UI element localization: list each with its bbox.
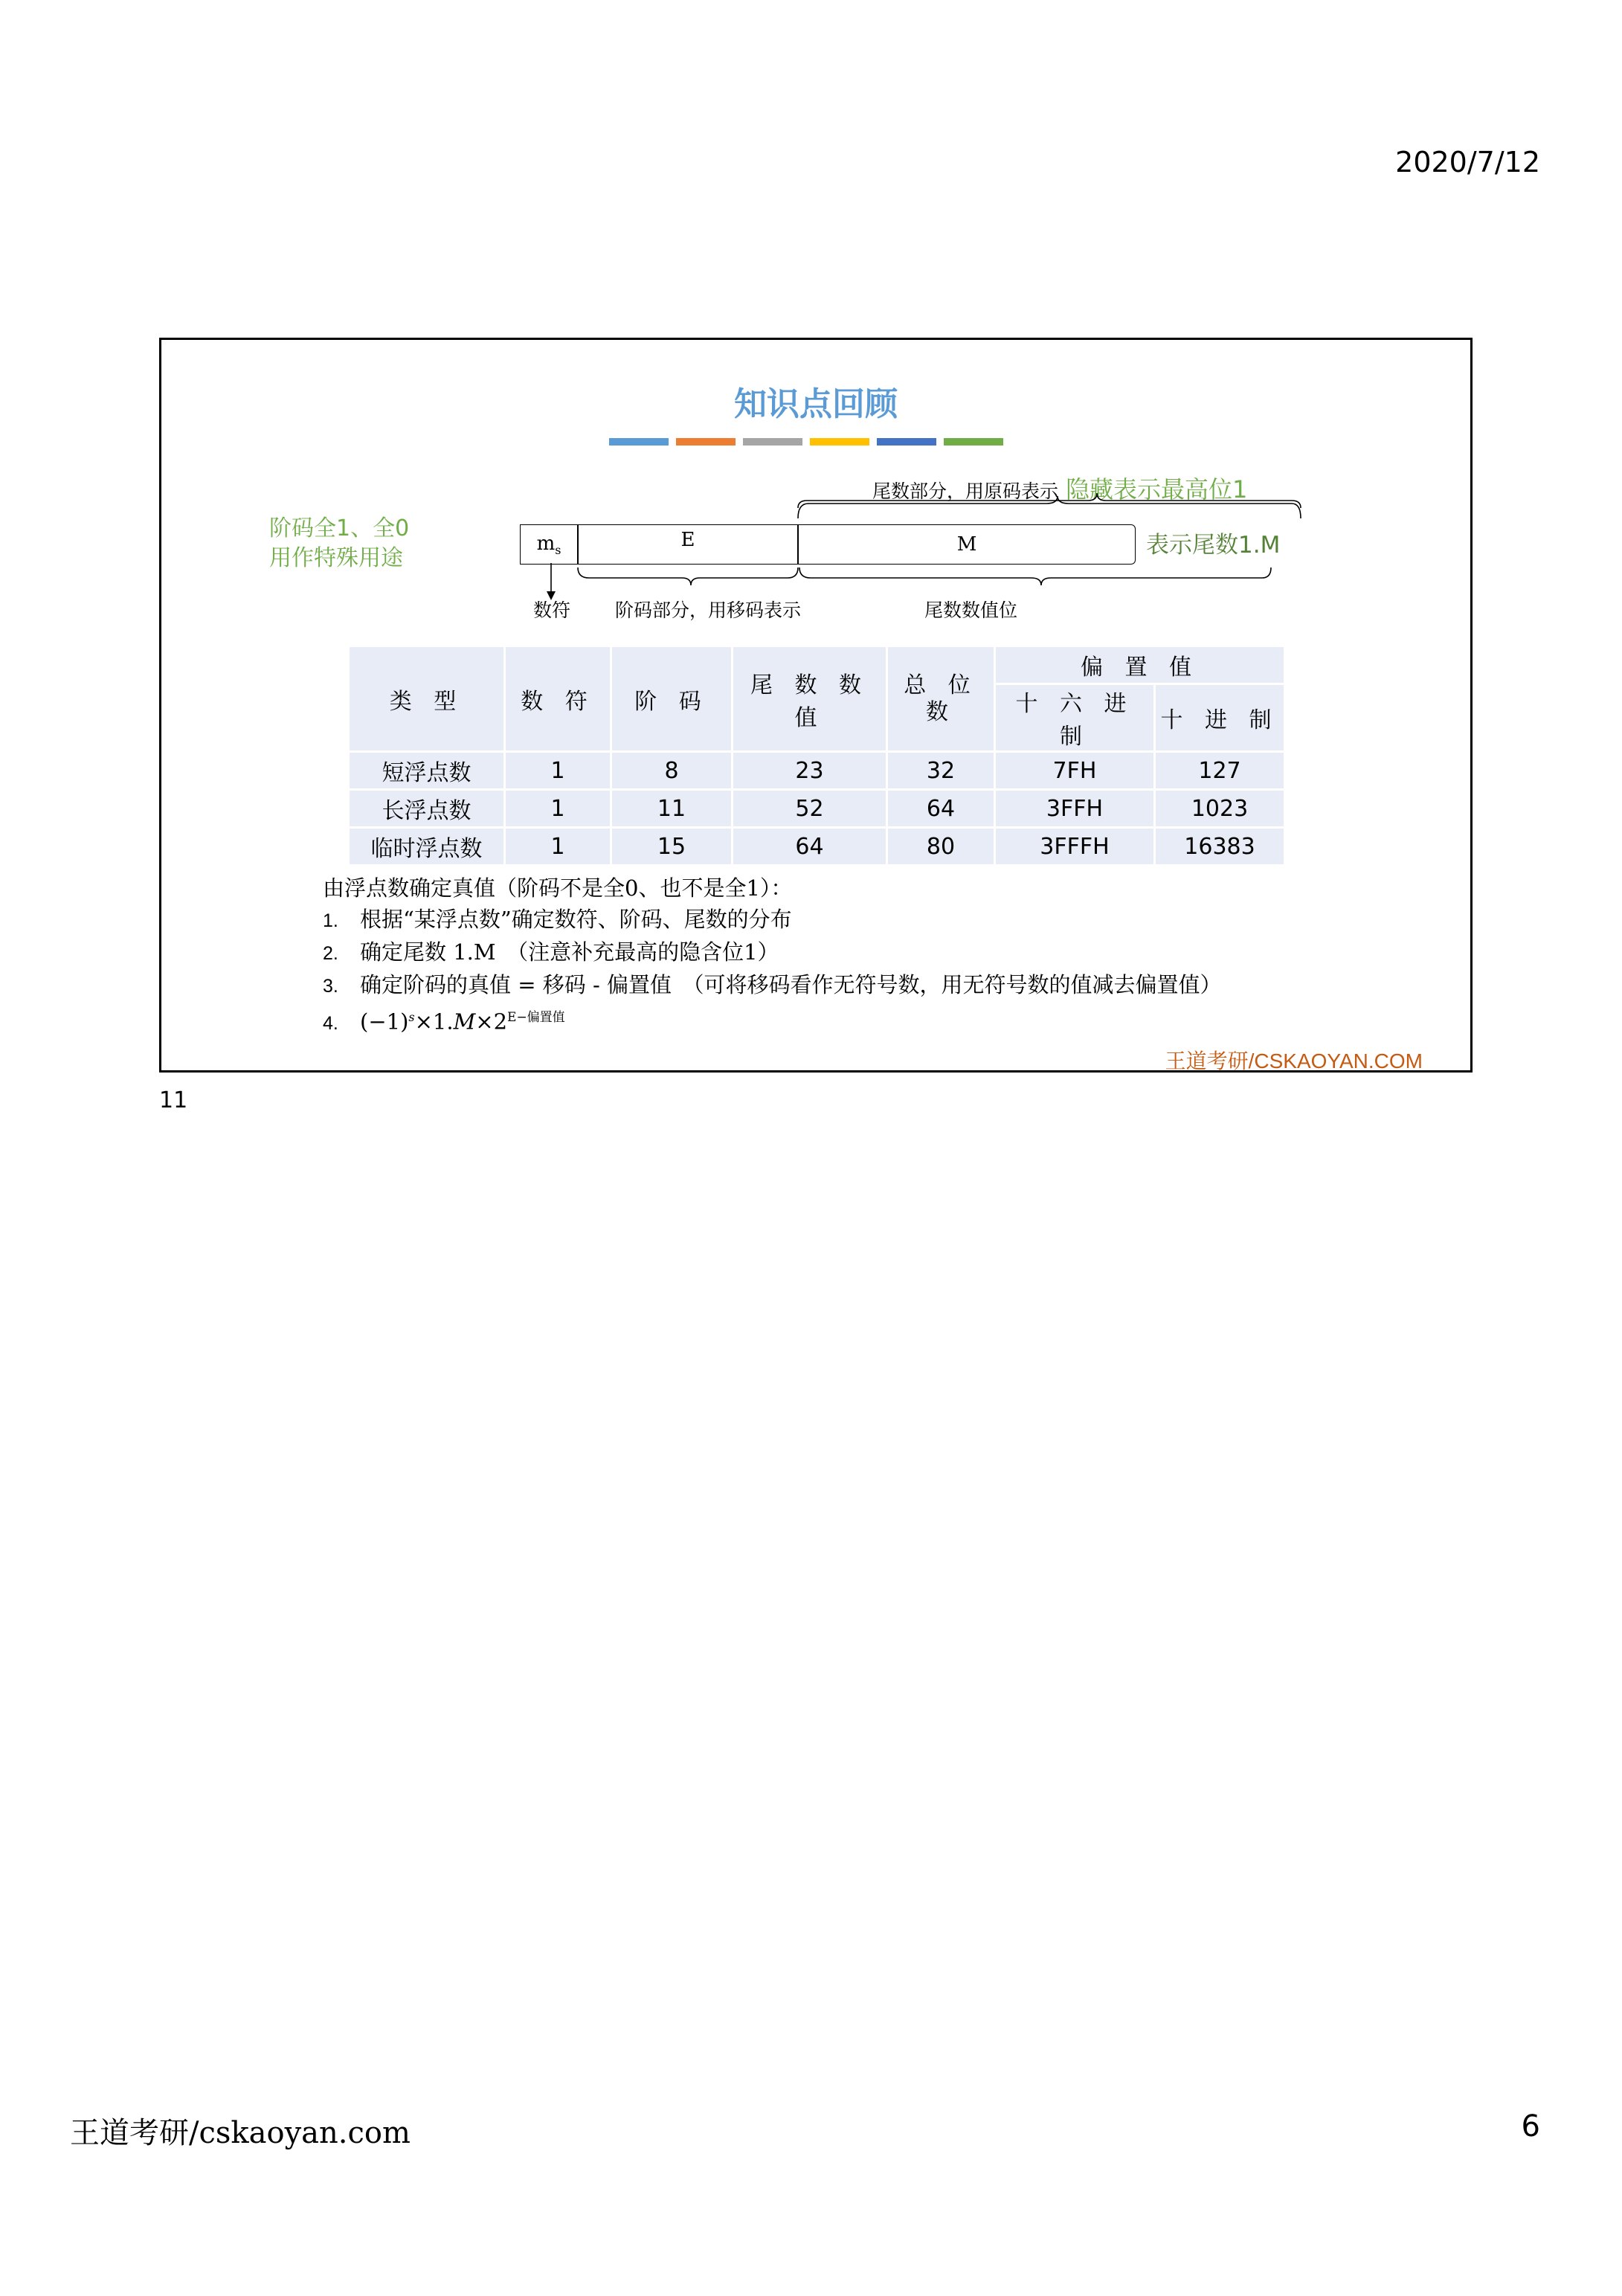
step-text: 根据“某浮点数”确定数符、阶码、尾数的分布 — [360, 907, 792, 932]
step-text: 确定尾数 1.M （注意补充最高的隐含位1） — [360, 939, 779, 965]
step-number: 1. — [323, 910, 338, 931]
footer-page-number: 6 — [1521, 2109, 1540, 2144]
cell-exponent: 15 — [612, 829, 731, 864]
ieee754-format-table — [347, 645, 1286, 866]
formula-middle: ×1. — [414, 1009, 454, 1035]
exponent-caption: 阶码部分，用移码表示 — [615, 599, 802, 621]
step-number: 4. — [323, 1012, 338, 1034]
hidden-bit-note: 隐藏表示最高位1 — [1066, 475, 1248, 504]
step-item — [323, 904, 1221, 936]
header-mantissa: 尾 数 数 值 — [733, 647, 886, 750]
header-bias-hex: 十 六 进 制 — [996, 685, 1153, 750]
top-brace-label: 尾数部分，用原码表示 — [872, 480, 1059, 502]
slide — [159, 338, 1473, 1073]
header-total-bits: 总 位 数 — [888, 647, 994, 750]
header-exponent: 阶 码 — [612, 647, 731, 750]
cell-type: 长浮点数 — [350, 791, 503, 826]
cell-bias-hex: 7FH — [996, 753, 1153, 788]
steps-block — [323, 872, 1221, 1039]
sign-bit-sub: s — [555, 543, 561, 558]
header-bias-dec: 十 进 制 — [1156, 685, 1284, 750]
cell-bias-hex: 3FFFH — [996, 829, 1153, 864]
cell-mantissa: 23 — [733, 753, 886, 788]
sign-caption: 数符 — [533, 599, 571, 621]
formula-m: M — [453, 1009, 476, 1035]
table-header-row — [350, 647, 1284, 683]
slide-title: 知识点回顾 — [734, 385, 898, 423]
step-item — [323, 969, 1221, 1002]
step-number: 2. — [323, 943, 338, 964]
slide-number: 11 — [159, 1087, 188, 1113]
cell-sign: 1 — [506, 753, 610, 788]
formula-times2: ×2 — [475, 1009, 508, 1035]
cell-exponent: 8 — [612, 753, 731, 788]
cell-bias-dec: 16383 — [1156, 829, 1284, 864]
formula-exponent-sup: E−偏置值 — [507, 1010, 565, 1025]
steps-intro: 由浮点数确定真值（阶码不是全0、也不是全1）： — [323, 875, 793, 901]
cell-exponent: 11 — [612, 791, 731, 826]
cell-total: 80 — [888, 829, 994, 864]
cell-mantissa: 52 — [733, 791, 886, 826]
step-text: 确定阶码的真值 = 移码 - 偏置值 （可将移码看作无符号数，用无符号数的值减去偏置值） — [360, 972, 1222, 997]
footer-site-label: 王道考研/cskaoyan.com — [70, 2116, 411, 2150]
mantissa-caption: 尾数数值位 — [924, 599, 1018, 621]
table-row — [350, 753, 1284, 788]
header-type: 类 型 — [350, 647, 503, 750]
formula-base: (−1) — [360, 1009, 409, 1035]
table-row — [350, 829, 1284, 864]
step-item — [323, 936, 1221, 969]
cell-total: 64 — [888, 791, 994, 826]
sign-bit-label: m — [536, 533, 556, 555]
special-exponent-note-line2: 用作特殊用途 — [269, 545, 403, 571]
page-date: 2020/7/12 — [1395, 146, 1540, 179]
mantissa-box: M — [798, 524, 1136, 565]
cell-total: 32 — [888, 753, 994, 788]
special-exponent-note-line1: 阶码全1、全0 — [269, 515, 410, 541]
cell-bias-hex: 3FFH — [996, 791, 1153, 826]
step-number: 3. — [323, 976, 338, 997]
exponent-box: E — [578, 524, 798, 565]
cell-type: 短浮点数 — [350, 753, 503, 788]
step-item-formula — [323, 1002, 1221, 1039]
header-sign: 数 符 — [506, 647, 610, 750]
table-row — [350, 791, 1284, 826]
cell-mantissa: 64 — [733, 829, 886, 864]
cell-bias-dec: 1023 — [1156, 791, 1284, 826]
header-bias: 偏 置 值 — [996, 647, 1284, 683]
sign-bit-box — [520, 524, 578, 565]
slide-brand-watermark: 王道考研/CSKAOYAN.COM — [1165, 1049, 1423, 1073]
cell-sign: 1 — [506, 829, 610, 864]
cell-sign: 1 — [506, 791, 610, 826]
formula-s-sup: s — [408, 1010, 415, 1024]
cell-type: 临时浮点数 — [350, 829, 503, 864]
cell-bias-dec: 127 — [1156, 753, 1284, 788]
mantissa-1m-note: 表示尾数1.M — [1146, 532, 1281, 559]
format-diagram-lines — [161, 340, 1470, 608]
